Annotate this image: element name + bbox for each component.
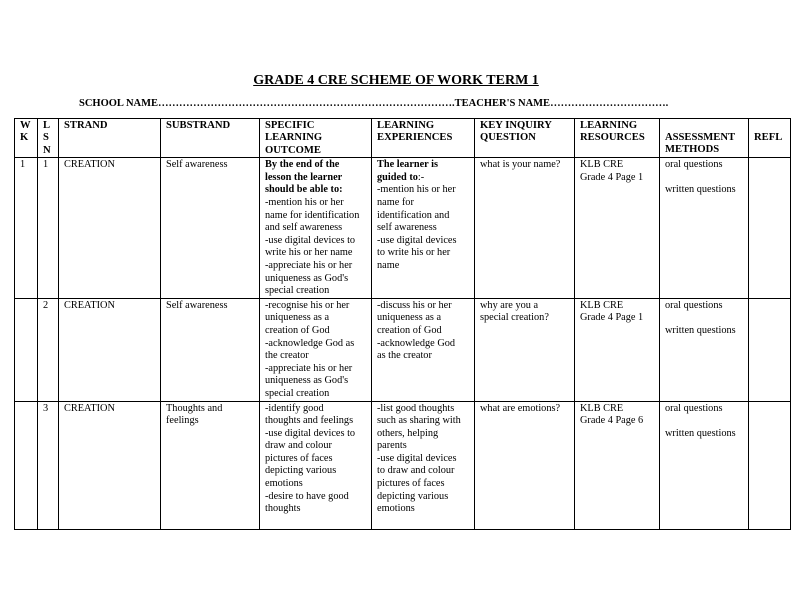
header-question: KEY INQUIRY QUESTION	[475, 119, 575, 158]
header-lsn: L S N	[38, 119, 59, 158]
cell-question: why are you a special creation?	[475, 298, 575, 401]
cell-experiences: -discuss his or her uniqueness as a creation of God -acknowledge God as the creator	[372, 298, 475, 401]
cell-resources: KLB CRE Grade 4 Page 1	[575, 158, 660, 299]
header-resources: LEARNING RESOURCES	[575, 119, 660, 158]
header-wk: W K	[15, 119, 38, 158]
cell-lsn: 1	[38, 158, 59, 299]
outcome-text: -mention his or her name for identification and self awareness -use digital devices to write his or her name -appreciate his or her uniqueness as God's special creation	[265, 197, 360, 297]
cell-substrand: Self awareness	[161, 298, 260, 401]
table-row	[15, 158, 791, 299]
cell-strand: CREATION	[59, 401, 161, 529]
cell-lsn: 2	[38, 298, 59, 401]
cell-substrand: Self awareness	[161, 158, 260, 299]
cell-strand: CREATION	[59, 298, 161, 401]
table-row	[15, 298, 791, 401]
cell-lsn: 3	[38, 401, 59, 529]
cell-experiences	[372, 158, 475, 299]
cell-question: what is your name?	[475, 158, 575, 299]
cell-assessment: oral questions written questions	[660, 298, 749, 401]
cell-strand: CREATION	[59, 158, 161, 299]
cell-refl	[749, 298, 791, 401]
cell-outcome	[260, 158, 372, 299]
page-title: GRADE 4 CRE SCHEME OF WORK TERM 1	[253, 73, 539, 88]
header-outcome: SPECIFIC LEARNING OUTCOME	[260, 119, 372, 158]
header-assessment: ASSESSMENT METHODS	[660, 119, 749, 158]
cell-assessment: oral questions written questions	[660, 158, 749, 299]
cell-wk: 1	[15, 158, 38, 299]
cell-experiences: -list good thoughts such as sharing with others, helping parents -use digital devices to draw and colour pictures of faces depicting various emotions	[372, 401, 475, 529]
cell-outcome: -recognise his or her uniqueness as a creation of God -acknowledge God as the creator -appreciate his or her uniqueness as God's special creation	[260, 298, 372, 401]
header-refl: REFL	[749, 119, 791, 158]
cell-wk	[15, 298, 38, 401]
cell-assessment: oral questions written questions	[660, 401, 749, 529]
header-strand: STRAND	[59, 119, 161, 158]
cell-resources: KLB CRE Grade 4 Page 6	[575, 401, 660, 529]
school-teacher-line: SCHOOL NAME………………………………………………………………………….TEACHER'S NAME…………………………….	[79, 98, 669, 109]
experience-lead: The learner is guided to	[377, 159, 439, 183]
header-substrand: SUBSTRAND	[161, 119, 260, 158]
cell-resources: KLB CRE Grade 4 Page 1	[575, 298, 660, 401]
cell-wk	[15, 401, 38, 529]
cell-substrand: Thoughts and feelings	[161, 401, 260, 529]
cell-question: what are emotions?	[475, 401, 575, 529]
cell-refl	[749, 158, 791, 299]
outcome-lead: By the end of the lesson the learner should be able to:	[265, 159, 343, 196]
cell-refl	[749, 401, 791, 529]
header-experiences: LEARNING EXPERIENCES	[372, 119, 475, 158]
header-row	[15, 119, 791, 158]
table-row	[15, 401, 791, 529]
scheme-table	[14, 118, 791, 530]
experience-text: :- -mention his or her name for identification and self awareness -use digital devices to write his or her name	[377, 171, 457, 271]
cell-outcome: -identify good thoughts and feelings -use digital devices to draw and colour pictures of faces depicting various emotions -desire to have good thoughts	[260, 401, 372, 529]
